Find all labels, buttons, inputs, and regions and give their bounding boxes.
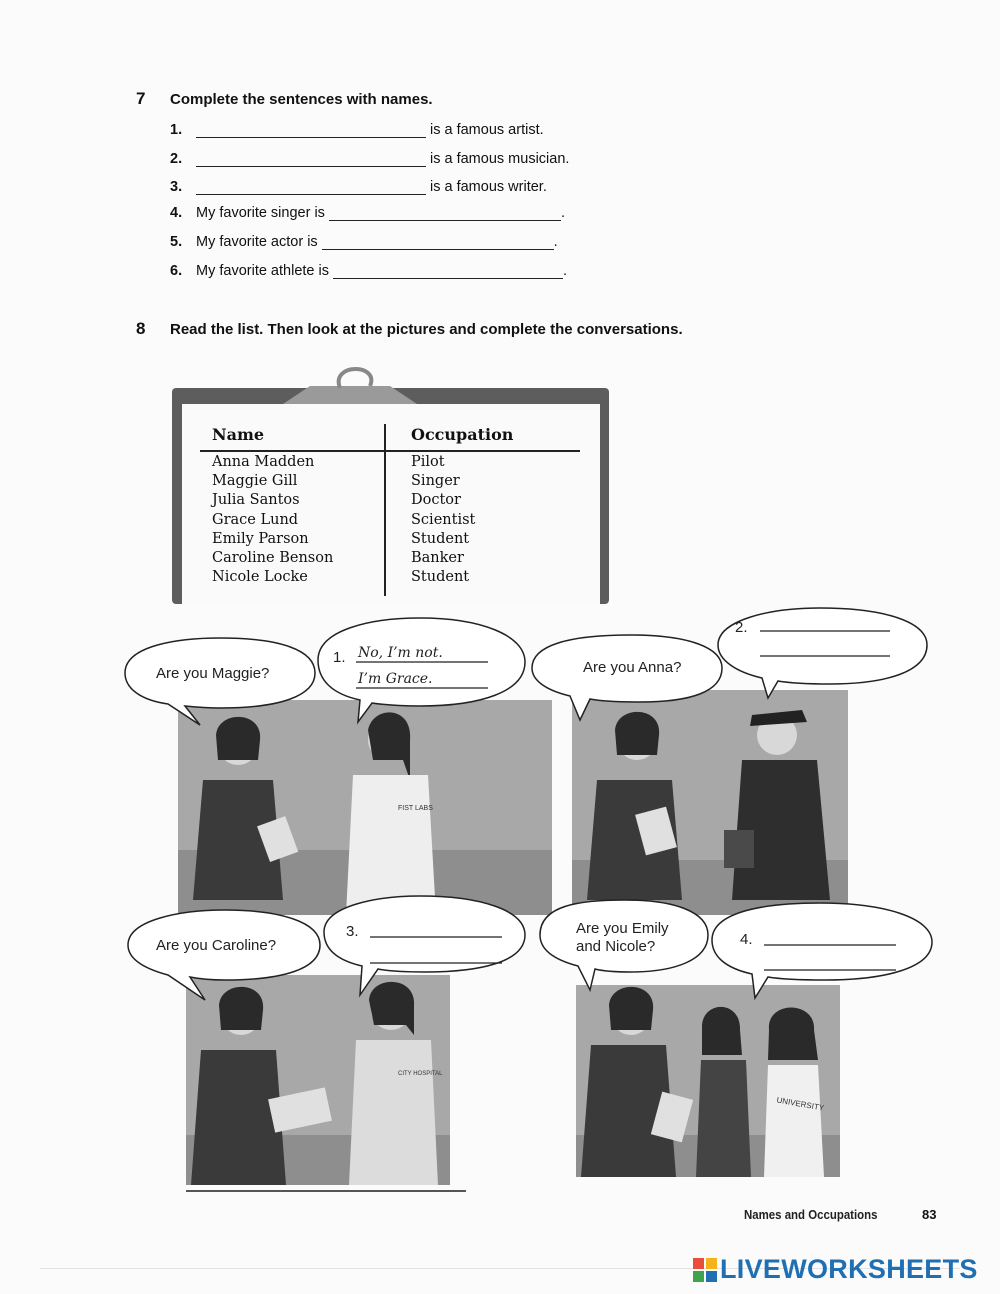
table-header-occupation: Occupation [411, 425, 514, 444]
exercise-8-number: 8 [136, 319, 146, 338]
footer-section-title: Names and Occupations [744, 1207, 878, 1222]
answer-1-number: 1. [333, 649, 346, 666]
answer-2-input-1[interactable] [760, 613, 890, 631]
exercise-7-item-6 [170, 263, 567, 279]
item-suffix: is a famous musician. [430, 151, 570, 167]
answer-2-input-2[interactable] [760, 638, 890, 656]
question-1-text: Are you Maggie? [156, 665, 270, 682]
bottom-rule [186, 1190, 466, 1192]
answer-blank-1[interactable] [196, 123, 426, 138]
answer-4-input-1[interactable] [764, 927, 896, 945]
table-name-cell: Caroline Benson [212, 550, 334, 567]
answer-3-input-1[interactable] [370, 919, 502, 937]
item-suffix: is a famous artist. [430, 122, 544, 138]
table-header-name: Name [212, 425, 265, 444]
item-suffix: is a famous writer. [430, 179, 547, 195]
scrubs-label: CITY HOSPITAL [398, 1071, 443, 1077]
item-number: 1. [170, 122, 183, 138]
question-4-line-1: Are you Emily [576, 920, 669, 937]
answer-2-number: 2. [735, 619, 748, 636]
question-3-text: Are you Caroline? [156, 937, 277, 954]
exercise-7-title: Complete the sentences with names. [170, 91, 433, 108]
answer-3-input-2[interactable] [370, 945, 502, 963]
liveworksheets-grid-icon [692, 1257, 718, 1283]
lab-coat-label: FIST LABS [398, 805, 433, 812]
table-name-cell: Anna Madden [212, 454, 315, 470]
item-number: 5. [170, 234, 183, 250]
item-suffix: . [562, 263, 568, 279]
item-number: 2. [170, 151, 183, 167]
item-prefix: My favorite actor is [196, 234, 318, 250]
table-occupation-cell: Student [411, 530, 470, 547]
item-number: 6. [170, 263, 183, 279]
bubble-question-3 [128, 910, 320, 1000]
liveworksheets-logo[interactable] [692, 1254, 978, 1285]
answer-blank-4[interactable] [329, 206, 561, 221]
table-occupation-cell: Student [411, 569, 470, 586]
table-name-cell: Nicole Locke [212, 569, 308, 586]
answer-blank-2[interactable] [196, 152, 426, 167]
bubble-question-2 [532, 635, 722, 720]
table-name-cell: Maggie Gill [212, 473, 298, 490]
university-shirt-label: UNIVERSITY [775, 1095, 825, 1113]
question-4-line-2: and Nicole? [576, 938, 656, 955]
table-occupation-cell: Singer [411, 473, 460, 490]
table-name-cell: Grace Lund [212, 511, 299, 528]
table-occupations-column [411, 453, 475, 587]
exercise-7-item-5 [170, 234, 558, 250]
question-2-text: Are you Anna? [583, 659, 682, 676]
table-divider-horizontal [200, 450, 580, 452]
exercise-7-item-4 [170, 205, 565, 221]
item-prefix: My favorite singer is [196, 205, 325, 221]
page-number: 83 [922, 1207, 937, 1222]
exercise-7-item-2 [170, 151, 569, 167]
item-suffix: . [560, 205, 565, 221]
clipboard-clip-icon [270, 358, 430, 410]
answer-4-input-2[interactable] [764, 952, 896, 970]
table-occupation-cell: Scientist [411, 511, 476, 528]
table-occupation-cell: Banker [411, 550, 464, 567]
item-number: 3. [170, 179, 183, 195]
table-name-cell: Emily Parson [212, 530, 309, 547]
exercise-7-item-3 [170, 179, 547, 195]
answer-blank-3[interactable] [196, 180, 426, 195]
table-name-cell: Julia Santos [212, 492, 300, 509]
liveworksheets-logo-text: LIVEWORKSHEETS [720, 1254, 978, 1284]
answer-1-line-2-text[interactable]: I’m Grace. [358, 671, 433, 687]
exercise-7-item-1 [170, 122, 544, 138]
table-occupation-cell: Pilot [411, 454, 445, 470]
item-prefix: My favorite athlete is [196, 263, 329, 279]
bubble-answer-1 [318, 618, 525, 722]
table-names-column [212, 453, 333, 587]
table-occupation-cell: Doctor [411, 492, 461, 509]
exercise-8-title: Read the list. Then look at the pictures and complete the conversations. [170, 321, 683, 338]
bubble-answer-4 [712, 903, 932, 998]
answer-1-line-1-text[interactable]: No, I’m not. [358, 645, 443, 661]
item-suffix: . [553, 234, 558, 250]
answer-3-number: 3. [346, 923, 359, 940]
answer-4-number: 4. [740, 931, 753, 948]
exercise-7-number: 7 [136, 89, 146, 108]
item-number: 4. [170, 205, 183, 221]
answer-blank-6[interactable] [333, 264, 563, 279]
answer-blank-5[interactable] [322, 235, 554, 250]
